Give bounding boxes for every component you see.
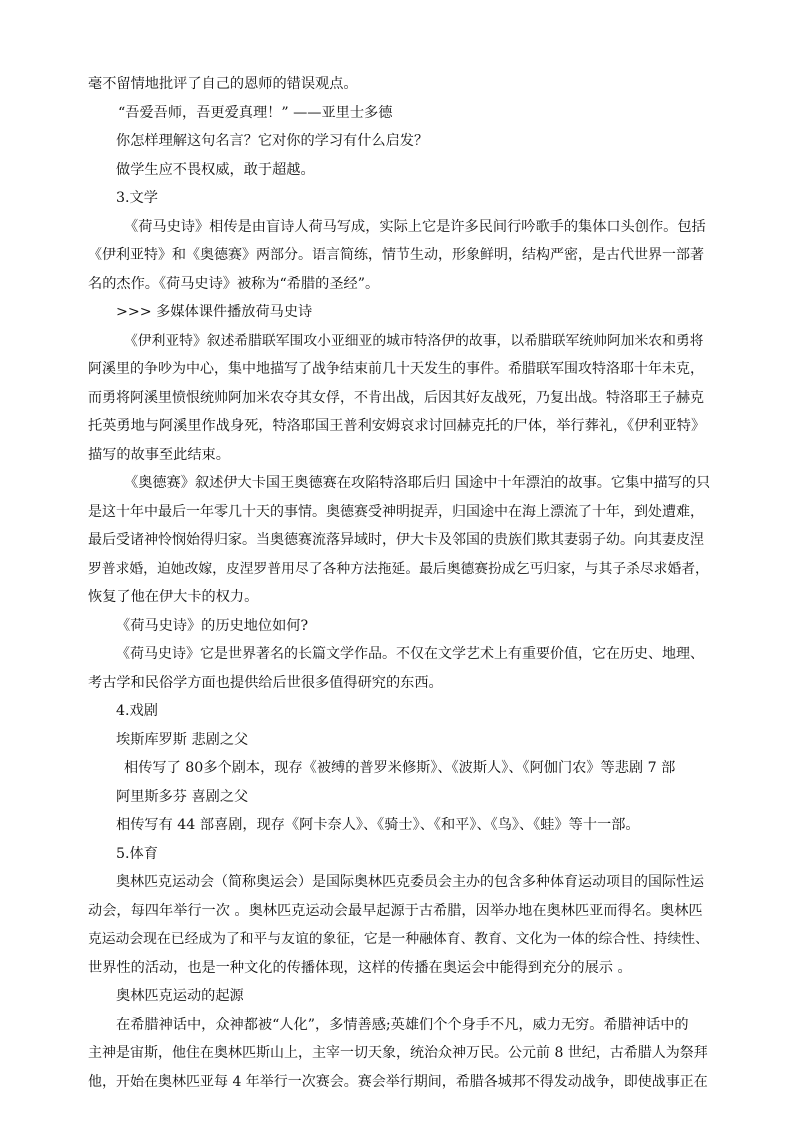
- text-line: 而勇将阿溪里愤恨统帅阿加米农夺其女俘，不肯出战，后因其好友战死，乃复出战。特洛耶王子赫克: [88, 389, 704, 406]
- text-line: 阿溪里的争吵为中心，集中地描写了战争结束前几十天发生的事件。希腊联军围攻特洛耶十年未克，: [88, 361, 704, 377]
- multimedia-note: >>> 多媒体课件播放荷马史诗: [116, 304, 313, 320]
- text-line: 相传写了 80多个剧本，现存《被缚的普罗米修斯》、《波斯人》、《阿伽门农》等悲剧 7 部: [124, 760, 676, 776]
- playwright-heading: 阿里斯多芬 喜剧之父: [116, 788, 249, 805]
- text-line: 毫不留情地批评了自己的恩师的错误观点。: [88, 76, 358, 92]
- text-line: 奥林匹克运动会（简称奥运会）是国际奥林匹克委员会主办的包含多种体育运动项目的国际性运: [116, 874, 704, 890]
- text-line: 《伊利亚特》和《奥德赛》两部分。语言简练，情节生动，形象鲜明，结构严密，是古代世界一部著: [88, 247, 704, 263]
- text-line: 动会，每四年举行一次 。奥林匹克运动会最早起源于古希腊，因举办地在奥林匹亚而得名。奥林匹: [88, 902, 703, 919]
- text-line: 《奥德赛》叙述伊大卡国王奥德赛在攻陷特洛耶后归 国途中十年漂泊的故事。它集中描写的只: [124, 475, 710, 491]
- text-line: 最后受诸神怜悯始得归家。当奥德赛流落异域时，伊大卡及邻国的贵族们欺其妻弱子幼。向其妻皮涅: [88, 532, 704, 548]
- quote-line: “吾爱吾师，吾更爱真理！” ——亚里士多德: [118, 104, 393, 121]
- text-line: 名的杰作。《荷马史诗》被称为“希腊的圣经”。: [88, 275, 380, 292]
- text-line: 考古学和民俗学方面也提供给后世很多值得研究的东西。: [88, 674, 443, 691]
- section-heading-drama: 4.戏剧: [116, 703, 158, 719]
- text-line: 《荷马史诗》相传是由盲诗人荷马写成，实际上它是许多民间行吟歌手的集体口头创作。包括: [124, 218, 706, 235]
- document-page: [88, 70, 710, 1096]
- text-line: 主神是宙斯，他住在奥林匹斯山上，主宰一切天象，统治众神万民。公元前 8 世纪，古希腊人为祭拜: [88, 1045, 708, 1061]
- text-line: 《荷马史诗》它是世界著名的长篇文学作品。不仅在文学艺术上有重要价值，它在历史、地理、: [116, 646, 704, 662]
- answer-line: 做学生应不畏权威，敢于超越。: [116, 161, 315, 178]
- text-line: 恢复了他在伊大卡的权力。: [88, 589, 259, 605]
- text-line: 描写的故事至此结束。: [88, 446, 230, 463]
- text-line: 是这十年中最后一年零几十天的事情。奥德赛受神明捉弄，归国途中在海上漂流了十年，到处遭难，: [88, 503, 704, 520]
- text-line: 在希腊神话中，众神都被“人化”，多情善感;英雄们个个身手不凡，威力无穷。希腊神话中的: [116, 1016, 689, 1033]
- text-line: 世界性的活动，也是一种文化的传播体现，这样的传播在奥运会中能得到充分的展示 。: [88, 959, 632, 976]
- text-line: 罗普求婚，迫她改嫁，皮涅罗普用尽了各种方法拖延。最后奥德赛扮成乞丐归家，与其子杀尽求婚者，: [88, 560, 709, 577]
- section-heading-sports: 5.体育: [116, 845, 158, 862]
- question-line: 你怎样理解这句名言？它对你的学习有什么启发？: [116, 133, 429, 149]
- text-line: 克运动会现在已经成为了和平与友谊的象征，它是一种融体育、教育、文化为一体的综合性、持续性、: [88, 931, 709, 947]
- question-line: 《荷马史诗》的历史地位如何?: [116, 617, 309, 634]
- text-line: 《伊利亚特》叙述希腊联军围攻小亚细亚的城市特洛伊的故事，以希腊联军统帅阿加米农和勇将: [124, 332, 704, 349]
- section-heading-literature: 3.文学: [116, 190, 158, 206]
- playwright-heading: 埃斯库罗斯 悲剧之父: [116, 731, 249, 748]
- text-line: 相传写有 44 部喜剧，现存《阿卡奈人》、《骑士》、《和平》、《鸟》、《蛙》等十一部。: [116, 817, 640, 833]
- text-line: 他，开始在奥林匹亚每 4 年举行一次赛会。赛会举行期间，希腊各城邦不得发动战争，即使战事正在: [88, 1073, 708, 1090]
- text-line: 托英勇地与阿溪里作战身死，特洛耶国王普利安姆哀求讨回赫克托的尸体，举行葬礼，《伊利亚特》: [88, 418, 706, 434]
- subheading-olympic-origin: 奥林匹克运动的起源: [116, 988, 244, 1004]
